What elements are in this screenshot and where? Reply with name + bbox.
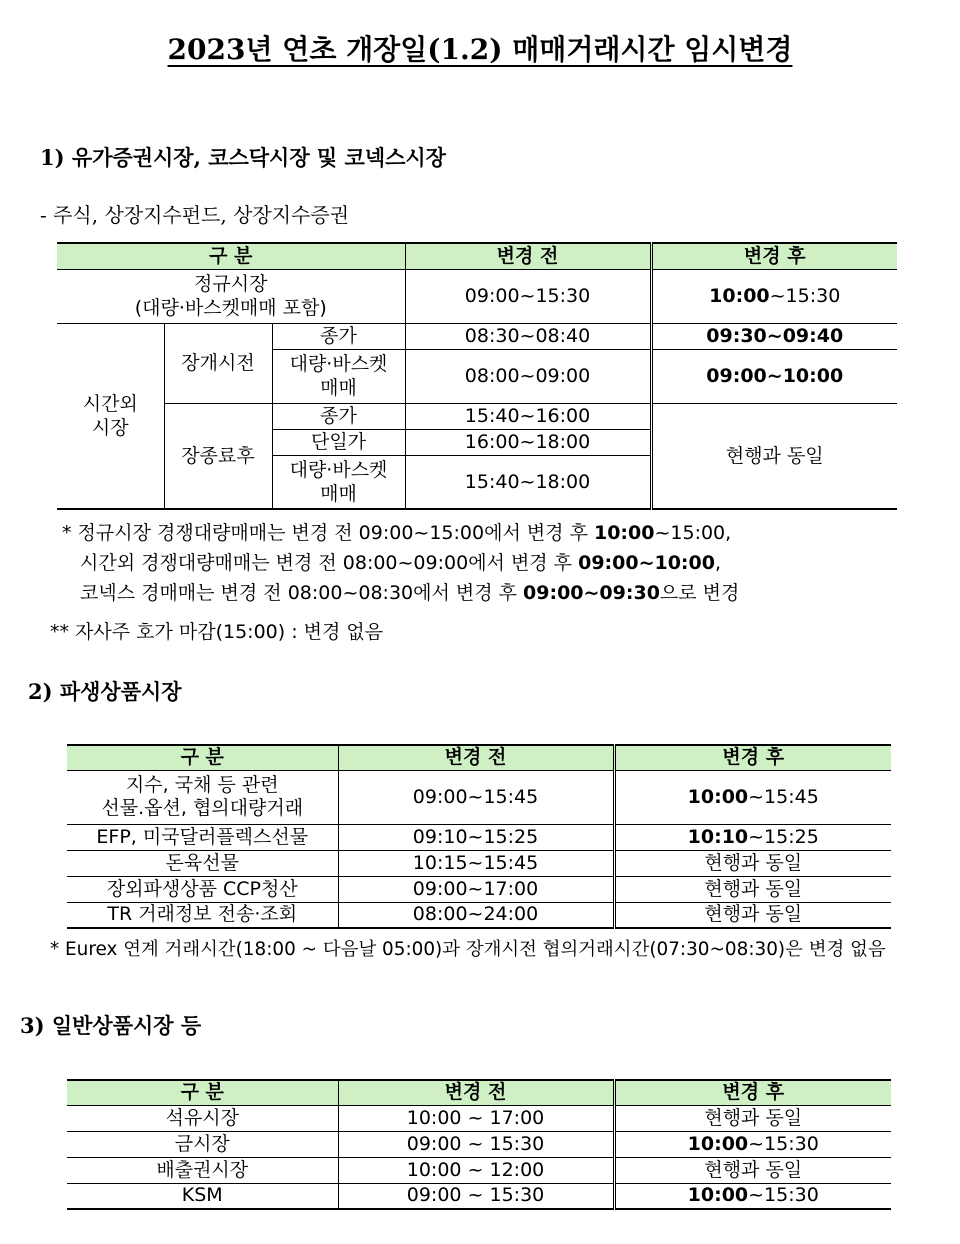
header-before: 변경 전 <box>338 745 614 770</box>
row-after: 현행과 동일 <box>614 1105 891 1131</box>
row-before: 08:00~24:00 <box>338 902 614 928</box>
table-row <box>67 770 891 824</box>
page-title: 2023년 연초 개장일(1.2) 매매거래시간 임시변경 <box>167 33 793 66</box>
row-before: 09:10~15:25 <box>338 824 614 850</box>
row-after: 10:10~15:25 <box>614 824 891 850</box>
header-category: 구 분 <box>67 1080 338 1105</box>
block-basket-label: 대량·바스켓 매매 <box>272 455 405 509</box>
row-label: 석유시장 <box>67 1105 338 1131</box>
closing-price-label: 종가 <box>272 323 405 349</box>
table-row <box>67 1131 891 1157</box>
post-single-before: 16:00~18:00 <box>405 429 651 455</box>
row-label: KSM <box>67 1183 338 1209</box>
header-category: 구 분 <box>57 243 405 269</box>
section2-heading: 2) 파생상품시장 <box>28 679 182 704</box>
regular-before: 09:00~15:30 <box>405 269 651 323</box>
table-row <box>67 824 891 850</box>
single-price-label: 단일가 <box>272 429 405 455</box>
row-label: 장외파생상품 CCP청산 <box>67 876 338 902</box>
table-row <box>67 1105 891 1131</box>
row-label: 금시장 <box>67 1131 338 1157</box>
row-before: 09:00 ~ 15:30 <box>338 1183 614 1209</box>
row-after: 현행과 동일 <box>614 850 891 876</box>
table-header-row <box>67 745 891 770</box>
table-row <box>67 902 891 928</box>
pre-close-before: 08:30~08:40 <box>405 323 651 349</box>
header-after: 변경 후 <box>651 243 897 269</box>
pre-close-after: 09:30~09:40 <box>651 323 897 349</box>
stock-market-table <box>57 242 897 510</box>
closing-price-label: 종가 <box>272 403 405 429</box>
row-label: 돈육선물 <box>67 850 338 876</box>
pre-block-before: 08:00~09:00 <box>405 349 651 403</box>
regular-market-label: 정규시장 (대량·바스켓매매 포함) <box>57 269 405 323</box>
header-after: 변경 후 <box>614 1080 891 1105</box>
row-after: 10:00~15:45 <box>614 770 891 824</box>
table-row <box>57 403 897 429</box>
note-3: 코넥스 경매매는 변경 전 08:00~08:30에서 변경 후 09:00~09:30으로 변경 <box>80 582 740 604</box>
section3-heading: 3) 일반상품시장 등 <box>20 1013 202 1038</box>
row-label: EFP, 미국달러플렉스선물 <box>67 824 338 850</box>
table-row <box>57 323 897 349</box>
row-after: 10:00~15:30 <box>614 1131 891 1157</box>
row-after: 현행과 동일 <box>614 902 891 928</box>
regular-after: 10:00~15:30 <box>651 269 897 323</box>
row-label: 지수, 국채 등 관련 선물.옵션, 협의대량거래 <box>67 770 338 824</box>
derivatives-note: * Eurex 연계 거래시간(18:00 ~ 다음날 05:00)과 장개시전 협의거래시간(07:30~08:30)은 변경 없음 <box>50 939 886 960</box>
header-before: 변경 전 <box>338 1080 614 1105</box>
overtime-label: 시간외 시장 <box>57 323 164 509</box>
table-row <box>57 269 897 323</box>
section1-heading: 1) 유가증권시장, 코스닥시장 및 코넥스시장 <box>40 145 446 170</box>
table-row <box>67 850 891 876</box>
post-close-before: 15:40~16:00 <box>405 403 651 429</box>
pre-block-after: 09:00~10:00 <box>651 349 897 403</box>
header-category: 구 분 <box>67 745 338 770</box>
post-block-before: 15:40~18:00 <box>405 455 651 509</box>
row-before: 09:00~17:00 <box>338 876 614 902</box>
derivatives-table <box>67 744 891 929</box>
commodity-table <box>67 1079 891 1210</box>
row-before: 10:00 ~ 17:00 <box>338 1105 614 1131</box>
table-row <box>67 876 891 902</box>
row-after: 현행과 동일 <box>614 876 891 902</box>
section1-subheading: - 주식, 상장지수펀드, 상장지수증권 <box>40 203 350 227</box>
table-row <box>67 1157 891 1183</box>
post-close-label: 장종료후 <box>164 403 272 509</box>
block-basket-label: 대량·바스켓 매매 <box>272 349 405 403</box>
row-after: 10:00~15:30 <box>614 1183 891 1209</box>
table-row <box>67 1183 891 1209</box>
row-before: 09:00 ~ 15:30 <box>338 1131 614 1157</box>
post-same: 현행과 동일 <box>651 403 897 509</box>
row-after: 현행과 동일 <box>614 1157 891 1183</box>
pre-open-label: 장개시전 <box>164 323 272 403</box>
table-header-row <box>67 1080 891 1105</box>
header-after: 변경 후 <box>614 745 891 770</box>
row-before: 10:00 ~ 12:00 <box>338 1157 614 1183</box>
row-before: 10:15~15:45 <box>338 850 614 876</box>
note-4: ** 자사주 호가 마감(15:00) : 변경 없음 <box>50 621 384 643</box>
table-header-row <box>57 243 897 269</box>
row-label: TR 거래정보 전송·조회 <box>67 902 338 928</box>
note-1: * 정규시장 경쟁대량매매는 변경 전 09:00~15:00에서 변경 후 10:00~15:00, <box>62 522 732 544</box>
row-before: 09:00~15:45 <box>338 770 614 824</box>
note-2: 시간외 경쟁대량매매는 변경 전 08:00~09:00에서 변경 후 09:00~10:00, <box>80 552 722 574</box>
row-label: 배출권시장 <box>67 1157 338 1183</box>
header-before: 변경 전 <box>405 243 651 269</box>
